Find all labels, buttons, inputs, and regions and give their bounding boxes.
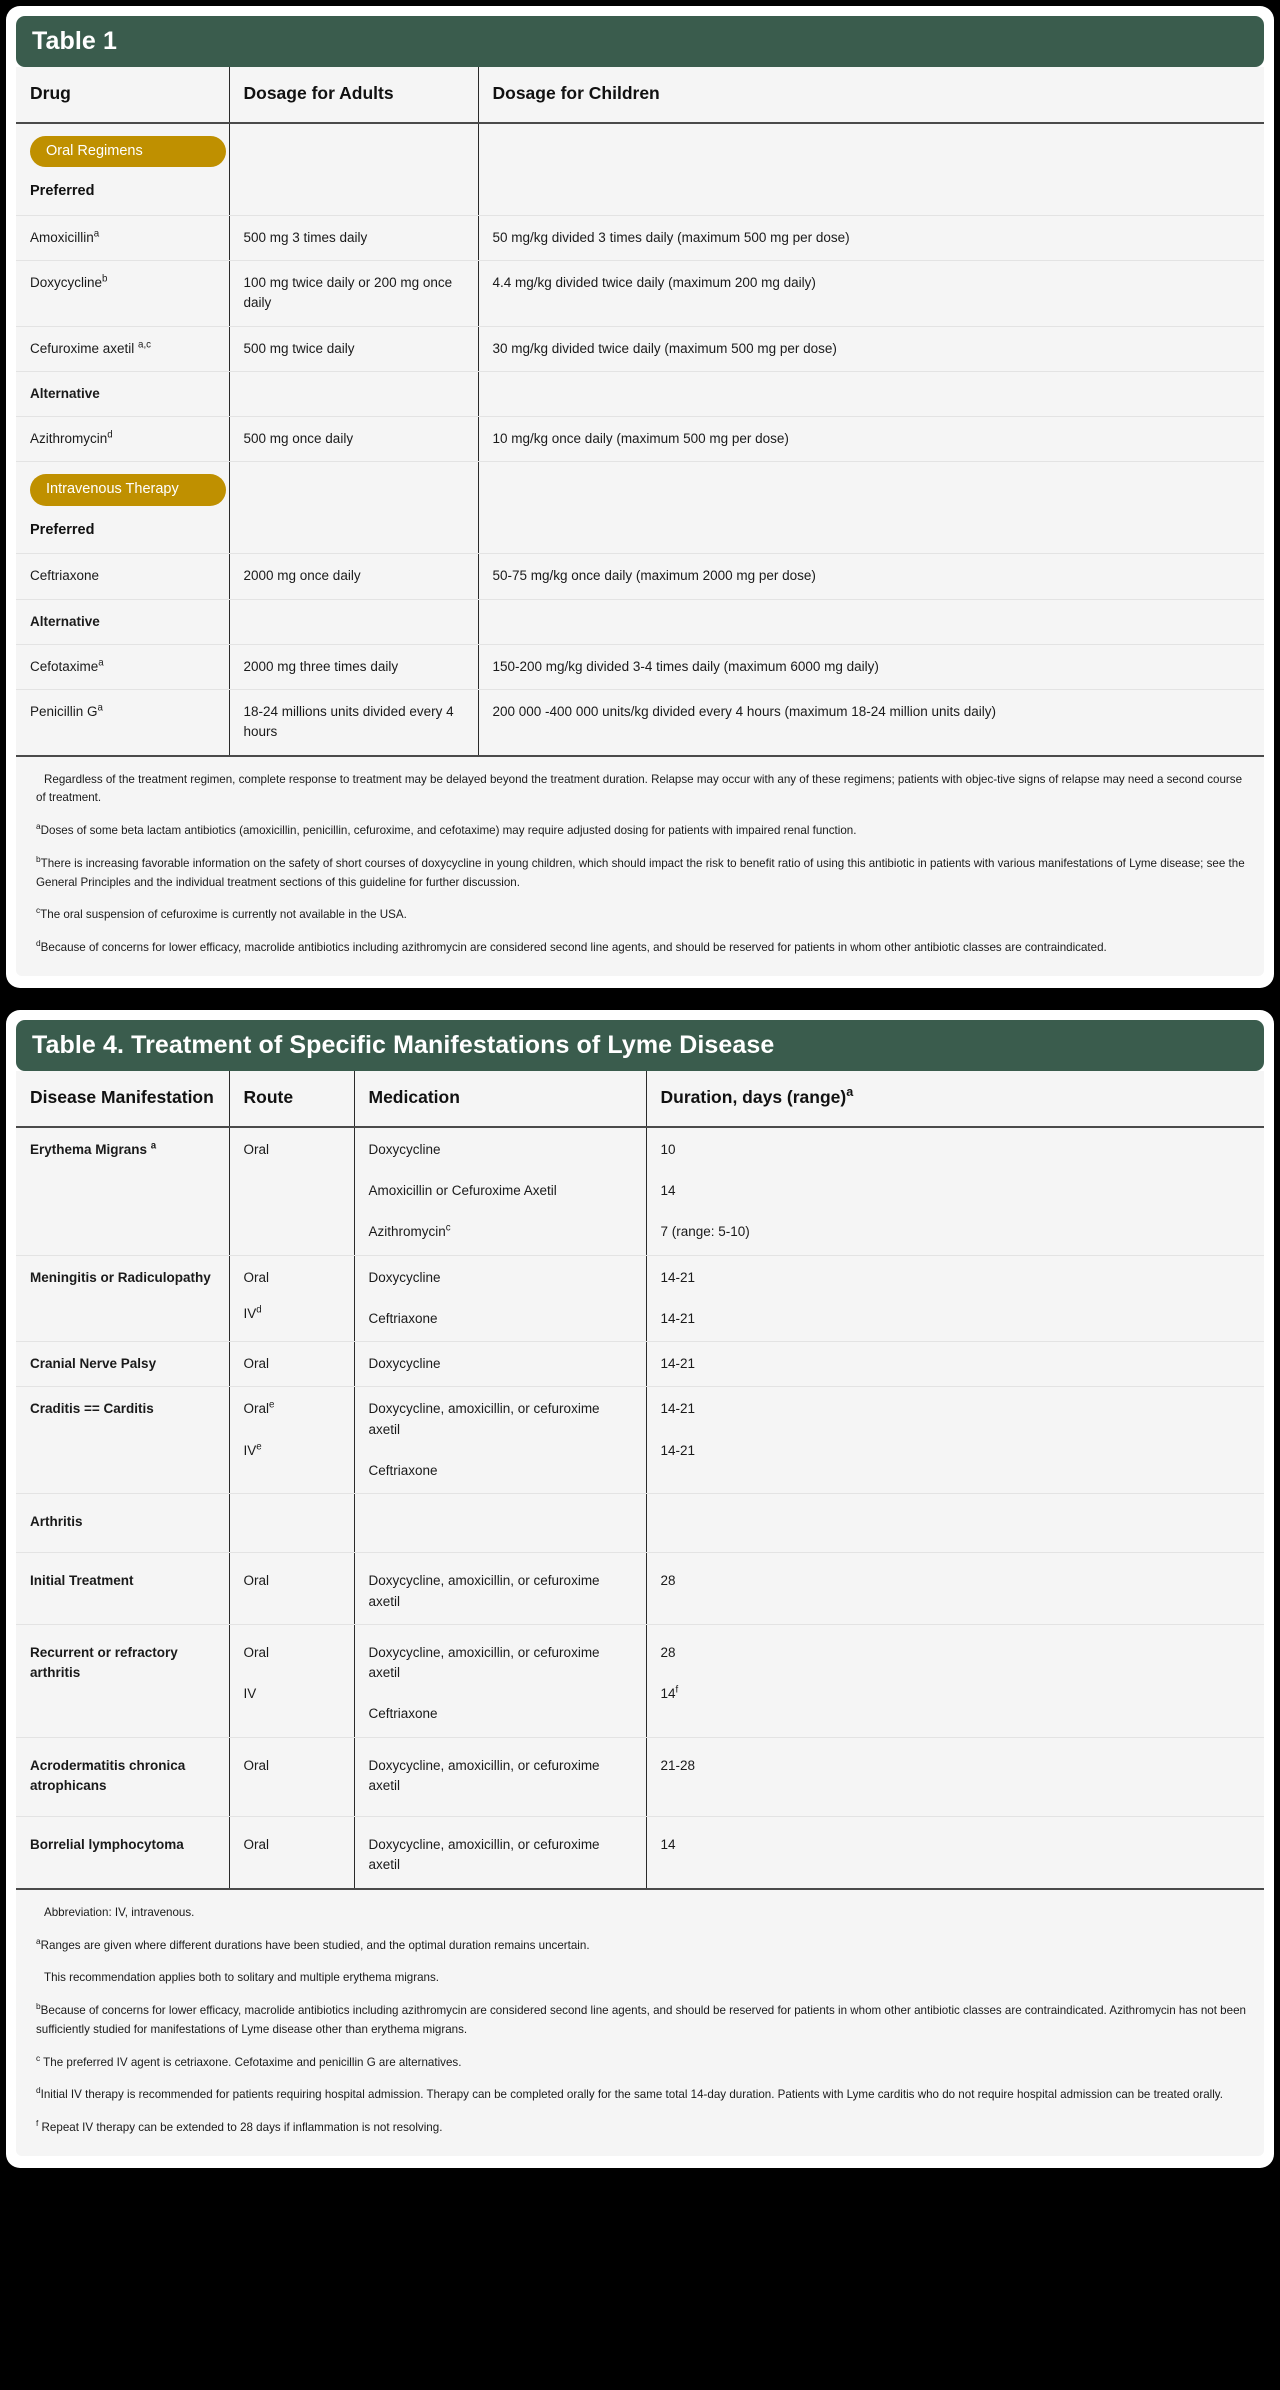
table-row [16,215,1264,260]
table1-drug-ceftriaxone [16,554,229,599]
table4-title: Table 4. Treatment of Specific Manifestations of Lyme Disease [16,1020,1264,1071]
medication-label: Azithromycin [368,1224,446,1240]
route-value: Oral [243,1141,270,1157]
table1 [16,67,1264,757]
footnote-marker: e [269,1399,275,1411]
table4-col-manifestation: Disease Manifestation [16,1071,229,1127]
drug-name: Ceftriaxone [30,568,100,584]
table1-card [6,6,1274,988]
table-row [16,1737,1264,1817]
route-value: IV [243,1686,257,1702]
table1-adults-penicillin: 18-24 millions units divided every 4 hours [229,690,478,756]
medication-value: Doxycycline [368,1141,441,1157]
table4-route-carditis [229,1387,354,1494]
table4-col-medication: Medication [354,1071,646,1127]
table4-route-arthritis [229,1494,354,1553]
route-value [244,1399,340,1419]
section-alternative-iv: Alternative [16,599,229,644]
table4 [16,1071,1264,1890]
duration-value: 28 [660,1644,676,1660]
medication-value: Amoxicillin or Cefuroxime Axetil [368,1183,557,1199]
table-row [16,644,1264,689]
table1-adults-doxycycline: 100 mg twice daily or 200 mg once daily [229,261,478,327]
table1-adults-cefuroxime: 500 mg twice daily [229,326,478,371]
section-alternative-oral: Alternative [16,371,229,416]
medication-value: Doxycycline [368,1269,441,1285]
table4-footnotes [16,1890,1264,2156]
table4-duration-erythema [646,1127,1264,1255]
table4-route-recurrent [229,1624,354,1737]
section-preferred-oral: Preferred [30,183,95,200]
table4-col-route: Route [229,1071,354,1127]
table1-children-cefotaxime: 150-200 mg/kg divided 3-4 times daily (maximum 6000 mg daily) [478,644,1264,689]
drug-name: Cefotaxime [30,658,99,674]
medication-value [369,1222,632,1242]
table1-drug-azithromycin [16,417,229,462]
table-row [16,1342,1264,1387]
table1-adults-ceftriaxone: 2000 mg once daily [229,554,478,599]
footnote-text: There is increasing favorable information on the safety of short courses of doxycycline in young children, which should impact the risk to benefit ratio of using this antibiotic in patients with various manifestations of Lyme disease; see the General Principles and the individual treatment sections of this guideline for further discussion. [36,856,1245,889]
footnote-marker: a,c [138,339,152,351]
table4-manifestation-acrodermatitis: Acrodermatitis chronica atrophicans [16,1737,229,1817]
table1-footnotes [16,757,1264,976]
table4-duration-initial: 28 [646,1553,1264,1625]
footnote-text: Because of concerns for lower efficacy, macrolide antibiotics including azithromycin are considered second line agents, and should be reserved for patients in whom other antibiotic classes are contraindicated. [40,941,1107,955]
table4-route-cranial: Oral [229,1342,354,1387]
table1-cell-empty-e [229,462,478,554]
footnote-text: Doses of some beta lactam antibiotics (amoxicillin, penicillin, cefuroxime, and cefotaxime) may require adjusted dosing for patients with impaired renal function. [40,824,857,838]
route-value [244,1304,340,1324]
footnote-text: The preferred IV agent is cetriaxone. Cefotaxime and penicillin G are alternatives. [40,2055,462,2069]
table4-col-duration [646,1071,1264,1127]
footnote-text: This recommendation applies both to solitary and multiple erythema migrans. [44,1971,440,1985]
table4-manifestation-recurrent: Recurrent or refractory arthritis [16,1624,229,1737]
footnote [34,906,1246,925]
table1-title: Table 1 [16,16,1264,67]
drug-name: Doxycycline [30,275,103,291]
footnote-marker: c [36,2052,41,2063]
footnote-marker: e [256,1441,262,1453]
table1-cell-empty-b [478,123,1264,215]
table4-route-initial: Oral [229,1553,354,1625]
table1-header-row [16,67,1264,123]
table4-duration-carditis [646,1387,1264,1494]
table1-drug-cefotaxime [16,644,229,689]
table4-medication-borrelial: Doxycycline, amoxicillin, or cefuroxime axetil [354,1817,646,1889]
table4-manifestation-carditis: Craditis == Carditis [16,1387,229,1494]
route-label: IV [243,1305,257,1321]
table-row [16,1255,1264,1342]
table-row [16,1127,1264,1255]
table4-medication-erythema [354,1127,646,1255]
table-row [16,1624,1264,1737]
table4-route-erythema [229,1127,354,1255]
table1-col-children: Dosage for Children [478,67,1264,123]
table1-children-doxycycline: 4.4 mg/kg divided twice daily (maximum 200 mg daily) [478,261,1264,327]
table-row [16,123,1264,215]
table-row [16,326,1264,371]
table1-col-drug: Drug [16,67,229,123]
table1-drug-amoxicillin [16,215,229,260]
table4-manifestation-arthritis: Arthritis [16,1494,229,1553]
footnote-marker: a [93,228,100,240]
table1-drug-doxycycline [16,261,229,327]
table1-children-penicillin: 200 000 -400 000 units/kg divided every 4 hours (maximum 18-24 million units daily) [478,690,1264,756]
table4-manifestation-initial: Initial Treatment [16,1553,229,1625]
duration-value: 14-21 [660,1401,696,1417]
footnote-marker: b [36,2001,41,2012]
medication-value: Doxycycline, amoxicillin, or cefuroxime axetil [368,1401,600,1437]
table1-children-ceftriaxone: 50-75 mg/kg once daily (maximum 2000 mg per dose) [478,554,1264,599]
footnote-marker: f [675,1684,679,1696]
medication-value: Ceftriaxone [368,1706,438,1722]
table-row [16,599,1264,644]
table4-route-acrodermatitis: Oral [229,1737,354,1817]
route-label: IV [243,1442,257,1458]
table4-card [6,1010,1274,2168]
footnote-marker: d [107,429,113,441]
badge-oral-regimens: Oral Regimens [30,136,226,167]
table-row [16,1387,1264,1494]
table-row [16,417,1264,462]
table-row [16,554,1264,599]
footnote-marker: d [256,1304,262,1316]
footnote [34,1969,1246,1988]
route-value [244,1441,340,1461]
footnote [34,1937,1246,1956]
table1-adults-cefotaxime: 2000 mg three times daily [229,644,478,689]
footnote [34,2002,1246,2040]
footnote [34,1904,1246,1923]
table4-duration-cranial: 14-21 [646,1342,1264,1387]
footnote-text: Abbreviation: IV, intravenous. [44,1905,195,1919]
drug-name: Amoxicillin [30,229,94,245]
medication-value: Ceftriaxone [368,1462,438,1478]
footnote [34,2054,1246,2073]
footnote-text: Ranges are given where different durations have been studied, and the optimal duration remains uncertain. [40,1938,590,1952]
table-row [16,1553,1264,1625]
footnote-text: Initial IV therapy is recommended for patients requiring hospital admission. Therapy can be completed orally for the same total 14-day duration. Patients with Lyme carditis who do not require hospital admission can be treated orally. [40,2088,1223,2102]
footnote-text: Repeat IV therapy can be extended to 28 days if inflammation is not resolving. [38,2121,443,2135]
table4-medication-acrodermatitis: Doxycycline, amoxicillin, or cefuroxime axetil [354,1737,646,1817]
duration-value [661,1684,1251,1704]
table-row [16,462,1264,554]
table4-route-meningitis [229,1255,354,1342]
table1-drug-penicillin [16,690,229,756]
footnote-text: The oral suspension of cefuroxime is currently not available in the USA. [40,908,407,922]
footnote-marker: f [36,2118,39,2129]
footnote [34,2086,1246,2105]
table4-duration-acrodermatitis: 21-28 [646,1737,1264,1817]
table-row [16,690,1264,756]
table1-group-oral [16,123,229,215]
duration-value: 14 [660,1183,676,1199]
table4-medication-cranial: Doxycycline [354,1342,646,1387]
table4-duration-arthritis [646,1494,1264,1553]
table1-children-amoxicillin: 50 mg/kg divided 3 times daily (maximum 500 mg per dose) [478,215,1264,260]
table4-manifestation-meningitis: Meningitis or Radiculopathy [16,1255,229,1342]
table1-col-adults: Dosage for Adults [229,67,478,123]
table1-cell-empty-c [229,371,478,416]
route-value: Oral [243,1269,270,1285]
table4-medication-carditis [354,1387,646,1494]
footnote-marker: c [445,1222,451,1234]
table-row [16,261,1264,327]
duration-label: 14 [660,1686,676,1702]
table1-cell-empty-h [478,599,1264,644]
duration-value: 14-21 [660,1310,696,1326]
drug-name: Penicillin G [30,704,98,719]
footnote-text: Because of concerns for lower efficacy, macrolide antibiotics including azithromycin are considered second line agents, and should be reserved for patients in whom other antibiotic classes are contraindicated. Azithromycin has not been sufficiently studied for manifestations of Lyme disease other than erythema migrans. [36,2004,1246,2036]
duration-value: 10 [660,1141,676,1157]
table4-route-borrelial: Oral [229,1817,354,1889]
footnote-text: Regardless of the treatment regimen, complete response to treatment may be delayed beyond the treatment duration. Relapse may occur with any of these regimens; patients with objec-tive signs of relapse may need a second course of treatment. [36,772,1243,805]
table-row [16,1817,1264,1889]
badge-intravenous-therapy: Intravenous Therapy [30,474,226,505]
drug-name: Cefuroxime axetil [30,340,139,356]
table4-manifestation-cranial: Cranial Nerve Palsy [16,1342,229,1387]
table1-head [16,67,1264,123]
table4-body [16,1127,1264,1889]
route-label: Oral [243,1401,270,1417]
table1-children-azithromycin: 10 mg/kg once daily (maximum 500 mg per dose) [478,417,1264,462]
manifestation-name: Erythema Migrans [30,1141,151,1157]
table4-header-row [16,1071,1264,1127]
table1-drug-cefuroxime [16,326,229,371]
footnote-marker: a [36,1935,41,1946]
table4-medication-recurrent [354,1624,646,1737]
table-row [16,371,1264,416]
footnote-marker: b [102,273,108,285]
table1-group-iv [16,462,229,554]
footnote-marker: d [36,938,41,949]
footnote-marker: c [36,905,41,916]
table1-adults-amoxicillin: 500 mg 3 times daily [229,215,478,260]
table1-adults-azithromycin: 500 mg once daily [229,417,478,462]
table1-cell-empty-a [229,123,478,215]
footnote [34,2119,1246,2138]
table-row [16,1494,1264,1553]
duration-value: 14-21 [660,1269,696,1285]
table1-body [16,123,1264,756]
table4-medication-arthritis [354,1494,646,1553]
footnote [34,939,1246,958]
table4-head [16,1071,1264,1127]
section-preferred-iv: Preferred [30,521,95,538]
footnote-marker: a [98,657,104,669]
table4-medication-initial: Doxycycline, amoxicillin, or cefuroxime axetil [354,1553,646,1625]
table4-duration-meningitis [646,1255,1264,1342]
table4-manifestation-erythema [16,1127,229,1255]
footnote-marker: b [36,853,41,864]
table1-cell-empty-d [478,371,1264,416]
table1-cell-empty-g [229,599,478,644]
table1-children-cefuroxime: 30 mg/kg divided twice daily (maximum 500 mg per dose) [478,326,1264,371]
footnote-marker: a [97,702,103,714]
table4-medication-meningitis [354,1255,646,1342]
duration-value: 14-21 [660,1442,696,1458]
footnote-marker: d [36,2085,41,2096]
table4-duration-recurrent [646,1624,1264,1737]
duration-label: Duration, days (range) [660,1086,847,1107]
footnote-marker: a [36,821,41,832]
table1-cell-empty-f [478,462,1264,554]
footnote-marker: a [150,1140,157,1152]
medication-value: Ceftriaxone [368,1310,438,1326]
footnote [34,855,1246,893]
drug-name: Azithromycin [30,431,108,447]
duration-value: 7 (range: 5-10) [660,1224,750,1240]
footnote-marker: a [846,1085,854,1100]
table4-duration-borrelial: 14 [646,1817,1264,1889]
footnote [34,771,1246,809]
route-value: Oral [243,1644,270,1660]
medication-value: Doxycycline, amoxicillin, or cefuroxime axetil [368,1644,600,1681]
table4-manifestation-borrelial: Borrelial lymphocytoma [16,1817,229,1889]
footnote [34,822,1246,841]
